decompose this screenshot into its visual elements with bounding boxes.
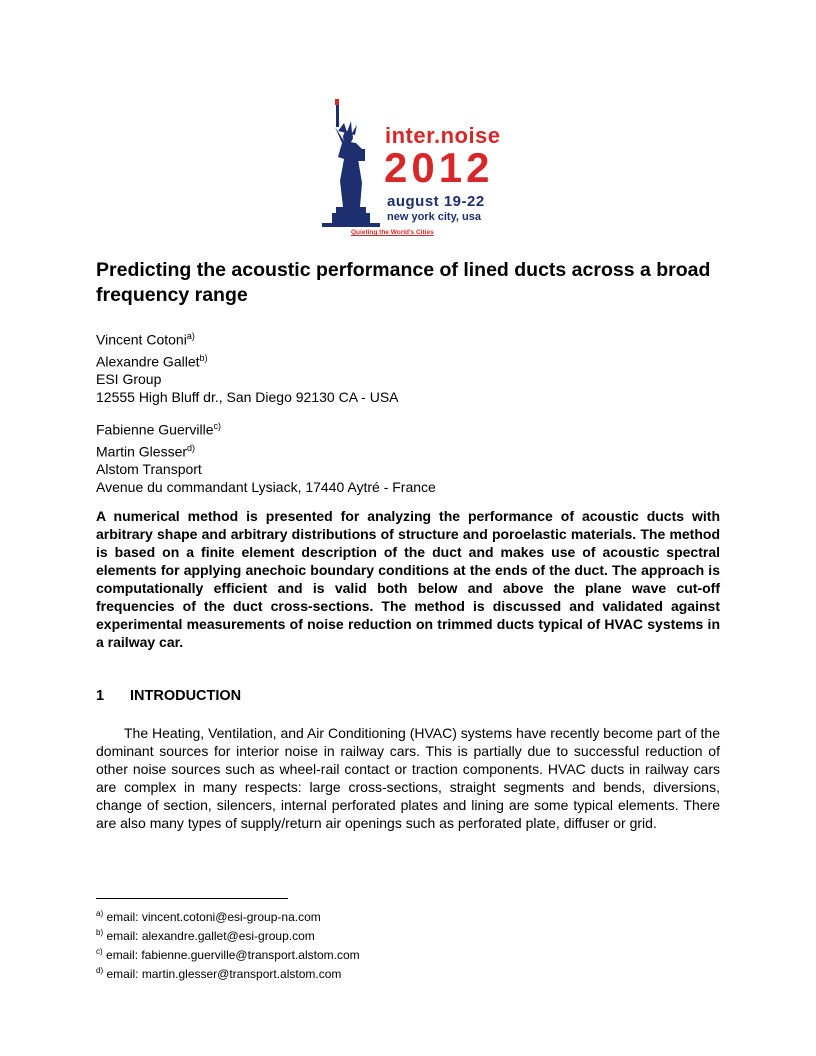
conference-logo: [318, 97, 504, 245]
section-number: 1: [96, 688, 105, 704]
affiliation-org: Alstom Transport: [96, 461, 202, 478]
logo-tagline: Quieting the World's Cities: [351, 229, 434, 236]
paper-title: Predicting the acoustic performance of lined ducts across a broad frequency range: [96, 259, 711, 306]
author-name: Vincent Cotoni$^{a)}$: [96, 331, 195, 348]
author-name: Fabienne Guerville$^{c)}$: [96, 421, 222, 438]
author-block-esi: [96, 327, 399, 406]
footnotes: [96, 906, 360, 982]
logo-city: new york city, usa: [387, 211, 481, 223]
footnote-divider: [96, 898, 288, 899]
footnote: $^{a)}$ email: vincent.cotoni@esi-group-na.com: [96, 909, 321, 924]
author-name: Martin Glesser$^{d)}$: [96, 442, 196, 460]
footnote: $^{d)}$ email: martin.glesser@transport.alstom.com: [96, 966, 342, 981]
logo-date: august 19-22: [387, 193, 485, 210]
abstract: A numerical method is presented for analyzing the performance of acoustic ducts with arbitrary shape and arbitrary distributions of structure and poroelastic materials. The method is based on a finite element description of the duct and makes use of acoustic spectral elements for applying anechoic boundary conditions at the ends of the duct. The approach is computationally efficient and is valid both below and above the plane wave cut-off frequencies of the duct cross-sections. The method is discussed and validated against experimental measurements of noise reduction on trimmed ducts typical of HVAC systems in a railway car.: [96, 508, 720, 650]
author-block-alstom: [96, 417, 436, 496]
footnote: $^{c)}$ email: fabienne.guerville@transport.alstom.com: [96, 947, 360, 962]
logo-wordmark: inter.noise: [385, 123, 501, 148]
affiliation-org: ESI Group: [96, 371, 162, 388]
intro-paragraph: The Heating, Ventilation, and Air Conditioning (HVAC) systems have recently become part of the dominant sources for interior noise in railway cars. This is partially due to successful reduction of other noise sources such as wheel-rail contact or traction components. HVAC ducts in railway cars are complex in many respects: large cross-sections, straight segments and bends, diversions, change of section, silencers, internal perforated plates and lining are some typical elements. There are also many types of supply/return air openings such as perforated plate, diffuser or grid.: [96, 725, 720, 831]
logo-year: 2012: [384, 144, 494, 191]
affiliation-address: 12555 High Bluff dr., San Diego 92130 CA - USA: [96, 389, 399, 406]
affiliation-address: Avenue du commandant Lysiack, 17440 Aytré - France: [96, 479, 436, 496]
statue-of-liberty-icon: [318, 97, 388, 245]
section-title: INTRODUCTION: [130, 688, 242, 704]
author-name: Alexandre Gallet$^{b)}$: [96, 352, 208, 370]
footnote: $^{b)}$ email: alexandre.gallet@esi-group.com: [96, 928, 315, 943]
section-heading: [96, 688, 241, 704]
